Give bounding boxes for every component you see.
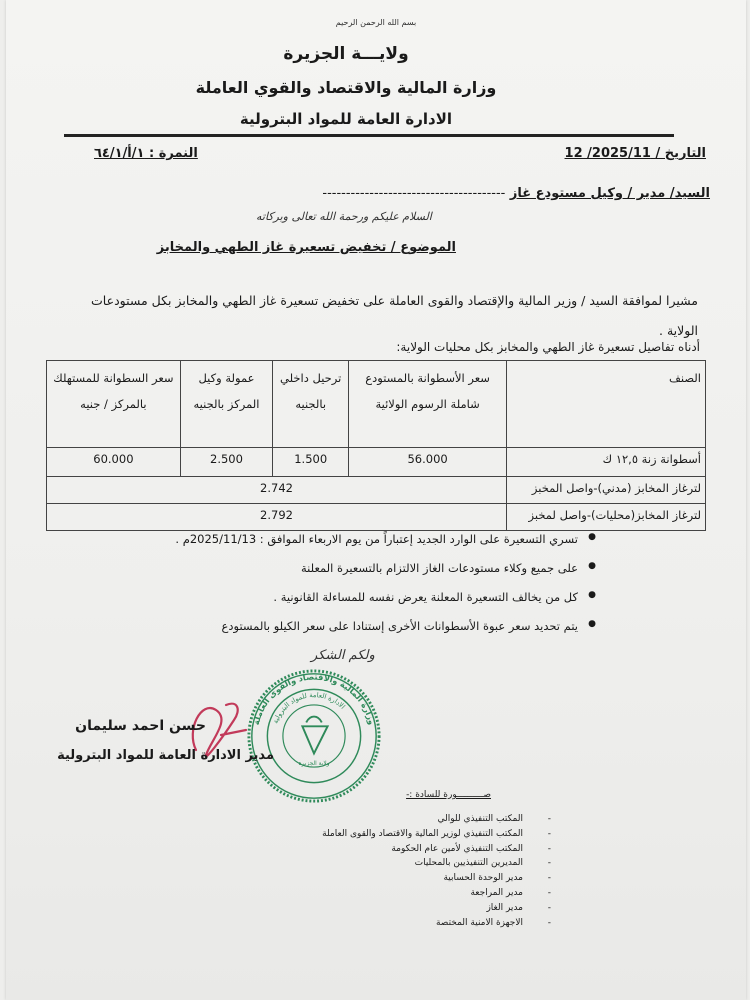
- stamp-outer-text: وزارة المالية والاقتصاد والقوى العاملة: [250, 671, 378, 726]
- list-item: - مدير الغاز: [221, 903, 551, 918]
- header-transport: ترحيل داخلي بالجنيه: [273, 361, 349, 448]
- table-header-row: [47, 361, 706, 448]
- reference-value: ١/أ/٦٤/١: [94, 146, 145, 161]
- date-value: 12 /2025/11: [564, 146, 651, 161]
- closing-thanks: ولكم الشكر: [311, 648, 375, 663]
- header-commission: عمولة وكيل المركز بالجنيه: [180, 361, 272, 448]
- ministry-name: وزارة المالية والاقتصاد والقوي العاملة: [195, 78, 497, 97]
- official-stamp: [246, 668, 382, 804]
- cell-bakery-localities-price: 2.792: [47, 504, 507, 531]
- department-name: الادارة العامة للمواد البترولية: [239, 110, 453, 128]
- stamp-center-text: ولاية الجزيرة: [298, 761, 330, 768]
- body-paragraph: مشيرا لموافقة السيد / وزير المالية والإقتصاد والقوى العاملة على تخفيض تسعيرة غاز الطهي والمخابز بكل مستودعات الولاية .: [91, 293, 698, 338]
- list-item: ● تسري التسعيرة على الوارد الجديد إعتباراً من يوم الاربعاء الموافق : 2025/11/13م .: [36, 532, 596, 561]
- list-item: ● كل من يخالف التسعيرة المعلنة يعرض نفسه للمساءلة القانونية .: [36, 590, 596, 619]
- state-name: ولايـــة الجزيرة: [283, 44, 409, 64]
- basmala: بسم الله الرحمن الرحيم: [335, 18, 417, 27]
- table-row: [47, 477, 706, 504]
- table-intro: أدناه تفاصيل تسعيرة غاز الطهي والمخابز بكل محليات الولاية:: [396, 340, 700, 354]
- list-item: - المكتب التنفيذي لأمين عام الحكومة: [221, 844, 551, 859]
- copies-list: [221, 814, 551, 932]
- list-item: - المكتب التنفيذي لوزير المالية والاقتصاد والقوى العاملة: [221, 829, 551, 844]
- cell-bakery-madani-price: 2.742: [47, 477, 507, 504]
- stamp-inner-text: الادارة العامة للمواد البترولية: [271, 691, 347, 725]
- header-divider: [64, 134, 674, 137]
- list-item: - الاجهزة الامنية المختصة: [221, 918, 551, 933]
- recipient-line: [322, 186, 710, 201]
- subject-line: الموضوع / تخفيض تسعيرة غاز الطهي والمخابز: [156, 240, 456, 255]
- date-line: [565, 146, 706, 161]
- list-item: ● على جميع وكلاء مستودعات الغاز الالتزام بالتسعيرة المعلنة: [36, 561, 596, 590]
- header-item: الصنف: [507, 361, 706, 448]
- reference-line: [94, 146, 198, 161]
- list-item: - المديرين التنفيذيين بالمحليات: [221, 858, 551, 873]
- header-consumer-price: سعر السطوانة للمستهلك بالمركز / جنيه: [47, 361, 181, 448]
- recipient-label: السيد/ مدير / وكيل مستودع غاز: [509, 186, 710, 201]
- cell-transport: 1.500: [273, 448, 349, 477]
- cell-commission: 2.500: [180, 448, 272, 477]
- recipient-dashes: ---------------------------------------: [322, 186, 506, 201]
- table-row: [47, 448, 706, 477]
- list-item: - مدير الوحدة الحسابية: [221, 873, 551, 888]
- table-row: [47, 504, 706, 531]
- list-item: ● يتم تحديد سعر عبوة الأسطوانات الأخرى إستنادا على سعر الكيلو بالمستودع: [36, 619, 596, 648]
- letter-page: [6, 0, 746, 1000]
- list-item: - المكتب التنفيذي للوالي: [221, 814, 551, 829]
- cell-consumer-price: 60.000: [47, 448, 181, 477]
- bullet-list: [36, 532, 596, 648]
- copies-heading: صــــــــــورة للسادة :-: [406, 790, 491, 800]
- row-item-bakery-madani: لترغاز المخابز (مدني)-واصل المخبز: [507, 477, 706, 504]
- date-label: التاريخ /: [655, 146, 706, 161]
- list-item: - مدير المراجعة: [221, 888, 551, 903]
- signatory-title: مدير الادارة العامة للمواد البترولية: [57, 748, 274, 763]
- signatory-name: حسن احمد سليمان: [75, 718, 206, 734]
- row-item-cylinder: أسطوانة زنة ١٢,٥ ك: [507, 448, 706, 477]
- greeting: السلام عليكم ورحمة الله تعالى وبركاته: [256, 210, 432, 223]
- reference-label: النمرة :: [148, 146, 198, 161]
- row-item-bakery-localities: لترغاز المخابز(محليات)-واصل لمخبز: [507, 504, 706, 531]
- price-table: [46, 360, 706, 531]
- header-warehouse-price: سعر الأسطوانة بالمستودع شاملة الرسوم الولائية: [349, 361, 507, 448]
- cell-warehouse-price: 56.000: [349, 448, 507, 477]
